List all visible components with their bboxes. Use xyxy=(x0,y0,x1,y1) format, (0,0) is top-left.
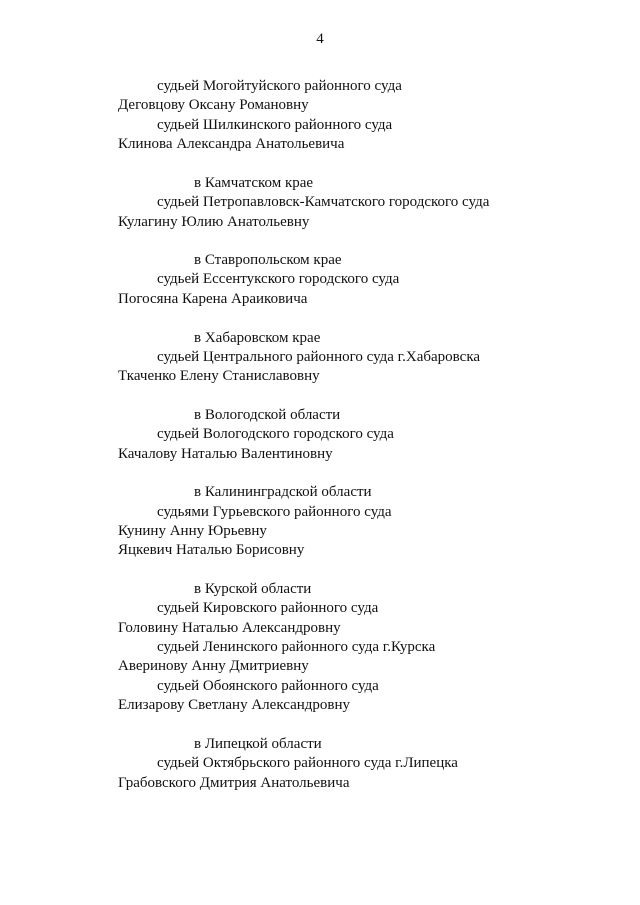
court-line: судьями Гурьевского районного суда xyxy=(157,504,392,520)
court-line: судьей Петропавловск-Камчатского городского суда xyxy=(157,194,490,210)
judge-name: Погосяна Карена Араиковича xyxy=(118,291,308,307)
judge-name: Елизарову Светлану Александровну xyxy=(118,697,350,713)
judge-name: Кулагину Юлию Анатольевну xyxy=(118,214,310,230)
court-line: судьей Октябрьского районного суда г.Липецка xyxy=(157,755,458,771)
court-line: судьей Вологодского городского суда xyxy=(157,426,394,442)
judge-name: Качалову Наталью Валентиновну xyxy=(118,446,333,462)
judge-name: Яцкевич Наталью Борисовну xyxy=(118,542,305,558)
region-heading: в Камчатском крае xyxy=(194,175,314,191)
region-heading: в Калининградской области xyxy=(194,484,372,500)
court-line: судьей Шилкинского районного суда xyxy=(157,117,393,133)
court-line: судьей Могойтуйского районного суда xyxy=(157,78,402,94)
court-line: судьей Кировского районного суда xyxy=(157,600,379,616)
judge-name: Аверинову Анну Дмитриевну xyxy=(118,658,309,674)
region-heading: в Ставропольском крае xyxy=(194,252,342,268)
judge-name: Кунину Анну Юрьевну xyxy=(118,523,267,539)
judge-name: Грабовского Дмитрия Анатольевича xyxy=(118,775,350,791)
page-number: 4 xyxy=(316,31,324,47)
court-line: судьей Ленинского районного суда г.Курска xyxy=(157,639,436,655)
court-line: судьей Центрального районного суда г.Хабаровска xyxy=(157,349,481,365)
region-heading: в Хабаровском крае xyxy=(194,330,321,346)
region-heading: в Курской области xyxy=(194,581,312,597)
judge-name: Деговцову Оксану Романовну xyxy=(118,97,309,113)
judge-name: Клинова Александра Анатольевича xyxy=(118,136,345,152)
court-line: судьей Обоянского районного суда xyxy=(157,678,379,694)
judge-name: Ткаченко Елену Станиславовну xyxy=(118,368,320,384)
judge-name: Головину Наталью Александровну xyxy=(118,620,341,636)
court-line: судьей Ессентукского городского суда xyxy=(157,271,400,287)
region-heading: в Вологодской области xyxy=(194,407,341,423)
region-heading: в Липецкой области xyxy=(194,736,322,752)
